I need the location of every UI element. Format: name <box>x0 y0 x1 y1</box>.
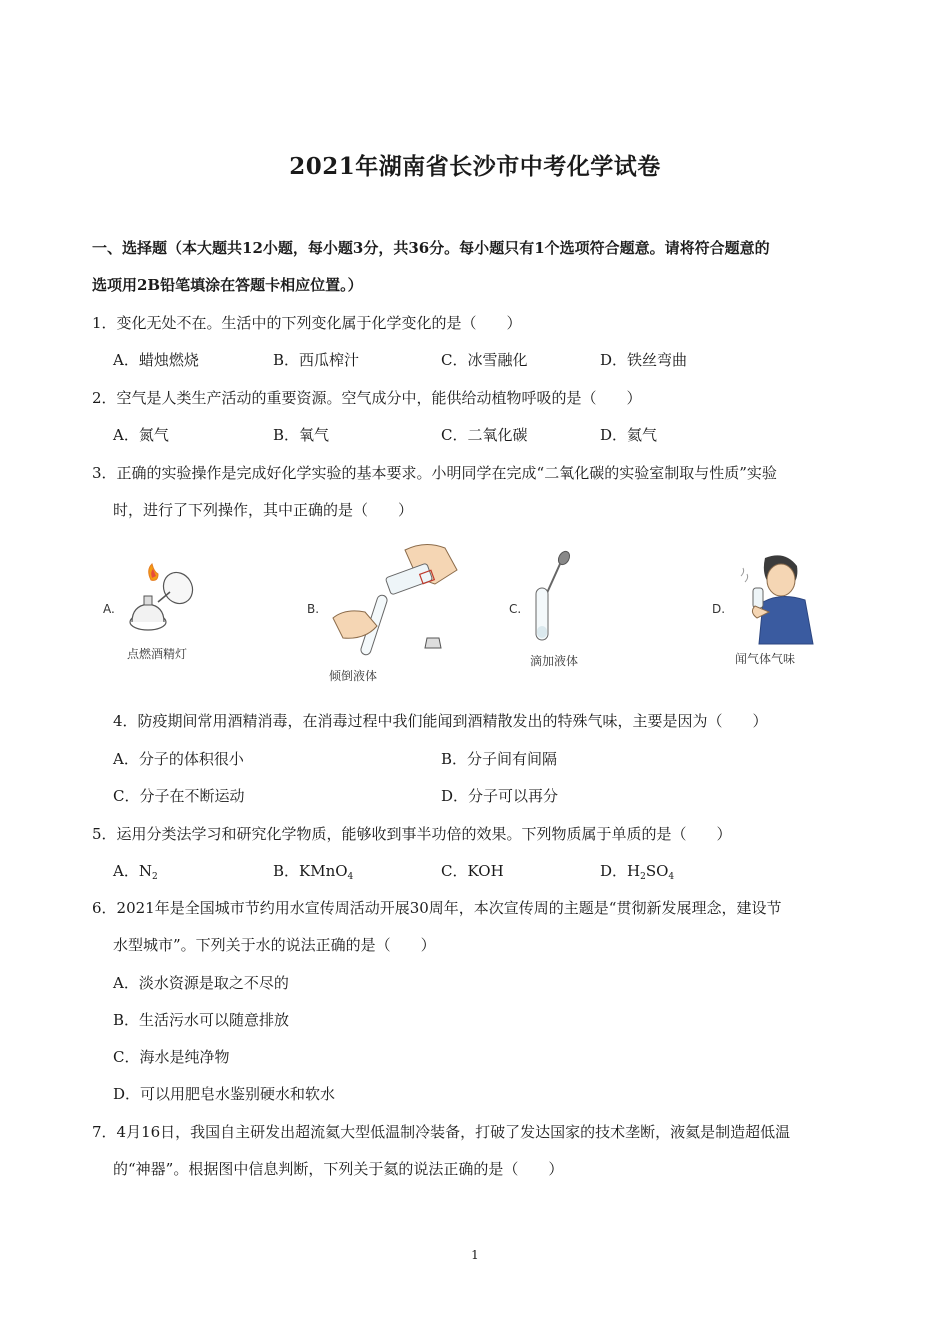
question-2-stem: 2．空气是人类生产活动的重要资源。空气成分中，能供给动植物呼吸的是（ ） <box>92 389 642 407</box>
q1-option-a: A．蜡烛燃烧 <box>113 351 199 369</box>
figure-d-smelling-gas-illustration <box>735 552 830 647</box>
q4-option-a: A．分子的体积很小 <box>113 750 244 768</box>
q2-option-c: C．二氧化碳 <box>441 426 528 444</box>
page-title: 2021年湖南省长沙市中考化学试卷 <box>289 153 661 180</box>
q6-option-c: C．海水是纯净物 <box>113 1048 230 1066</box>
question-6-stem-line1: 6．2021年是全国城市节约用水宣传周活动开展30周年，本次宣传周的主题是“贯彻新发展理念，建设节 <box>92 899 782 917</box>
q1-option-c: C．冰雪融化 <box>441 351 528 369</box>
section-heading-line2: 选项用2B铅笔填涂在答题卡相应位置。） <box>92 276 363 294</box>
figure-c-letter: C. <box>509 602 522 616</box>
q2-option-b: B．氧气 <box>273 426 330 444</box>
question-1-stem: 1．变化无处不在。生活中的下列变化属于化学变化的是（ ） <box>92 314 522 332</box>
figure-b-letter: B. <box>307 602 320 616</box>
figure-c-dropper-illustration <box>520 548 580 648</box>
figure-a-alcohol-lamp-illustration <box>118 560 208 640</box>
q4-option-c: C．分子在不断运动 <box>113 787 245 805</box>
q4-option-d: D．分子可以再分 <box>441 787 559 805</box>
question-3-stem-line1: 3．正确的实验操作是完成好化学实验的基本要求。小明同学在完成“二氧化碳的实验室制取与性质”实验 <box>92 464 777 482</box>
question-4-stem: 4．防疫期间常用酒精消毒，在消毒过程中我们能闻到酒精散发出的特殊气味，主要是因为（ ） <box>113 712 768 730</box>
q2-option-a: A．氮气 <box>113 426 169 444</box>
figure-d-caption: 闻气体气味 <box>735 652 796 666</box>
q5-option-c: C．KOH <box>441 862 504 880</box>
q1-option-d: D．铁丝弯曲 <box>600 351 688 369</box>
q6-option-d: D．可以用肥皂水鉴别硬水和软水 <box>113 1085 336 1103</box>
q6-option-a: A．淡水资源是取之不尽的 <box>113 974 289 992</box>
q5-option-d: D．$H_2SO_4$ <box>600 862 675 882</box>
q2-option-d: D．氦气 <box>600 426 658 444</box>
page-number: 1 <box>471 1248 479 1262</box>
question-7-stem-line1: 7．4月16日，我国自主研发出超流氦大型低温制冷装备，打破了发达国家的技术垄断，液氦是制造超低温 <box>92 1123 791 1141</box>
q1-option-b: B．西瓜榨汁 <box>273 351 360 369</box>
q5-option-a: A．$N_2$ <box>113 862 158 882</box>
figure-d-letter: D. <box>712 602 726 616</box>
q4-option-b: B．分子间有间隔 <box>441 750 558 768</box>
question-3-stem-line2: 时，进行了下列操作，其中正确的是（ ） <box>113 501 414 519</box>
q6-option-b: B．生活污水可以随意排放 <box>113 1011 290 1029</box>
section-heading-line1: 一、选择题（本大题共12小题，每小题3分，共36分。每小题只有1个选项符合题意。请将符合题意的 <box>92 239 770 257</box>
figure-b-pouring-liquid-illustration <box>325 540 465 665</box>
question-5-stem: 5．运用分类法学习和研究化学物质，能够收到事半功倍的效果。下列物质属于单质的是（ ） <box>92 825 732 843</box>
figure-a-letter: A. <box>103 602 115 616</box>
q5-option-b: B．KMnO$_4$ <box>273 862 354 882</box>
figure-a-caption: 点燃酒精灯 <box>127 647 188 661</box>
figure-c-caption: 滴加液体 <box>530 654 579 668</box>
figure-b-caption: 倾倒液体 <box>329 669 378 683</box>
question-6-stem-line2: 水型城市”。下列关于水的说法正确的是（ ） <box>113 936 436 954</box>
question-7-stem-line2: 的“神器”。根据图中信息判断，下列关于氦的说法正确的是（ ） <box>113 1160 564 1178</box>
